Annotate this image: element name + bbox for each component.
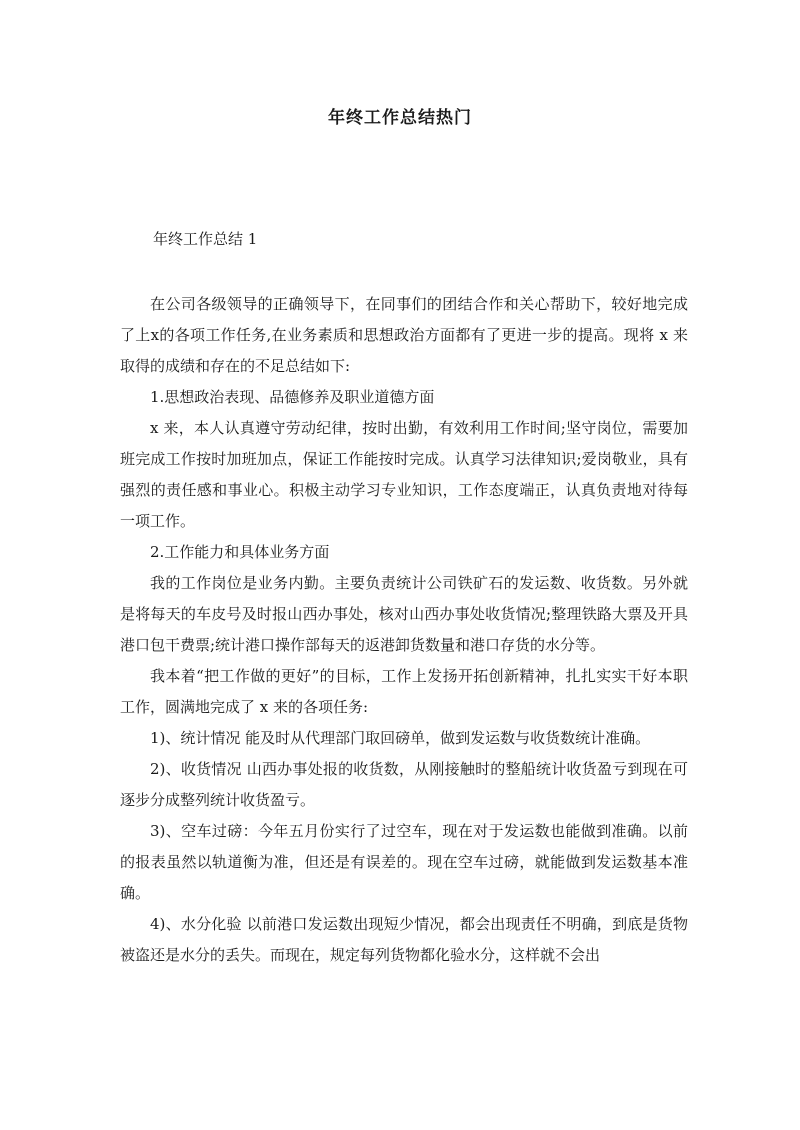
paragraph-item-2: 2)、收货情况 山西办事处报的收货数，从刚接触时的整船统计收货盈亏到现在可逐步分成整列统计收货盈亏。 <box>120 760 688 809</box>
paragraph-heading-1: 1.思想政治表现、品德修养及职业道德方面 <box>150 388 435 406</box>
paragraph-job-duties: 我的工作岗位是业务内勤。主要负责统计公司铁矿石的发运数、收货数。另外就是将每天的车皮号及时报山西办事处，核对山西办事处收货情况;整理铁路大票及开具港口包干费票;统计港口操作部每天的返港卸货数量和港口存货的水分等。 <box>120 574 688 654</box>
paragraph-intro: 在公司各级领导的正确领导下，在同事们的团结合作和关心帮助下，较好地完成了上x的各项工作任务,在业务素质和思想政治方面都有了更进一步的提高。现将 x 来取得的成绩和存在的不足总结如下: <box>120 295 688 375</box>
paragraph-item-4: 4)、水分化验 以前港口发运数出现短少情况，都会出现责任不明确，到底是货物被盗还是水分的丢失。而现在，规定每列货物都化验水分，这样就不会出 <box>120 915 688 964</box>
paragraph-heading-2: 2.工作能力和具体业务方面 <box>150 543 330 561</box>
paragraph-goal: 我本着“把工作做的更好”的目标，工作上发扬开拓创新精神，扎扎实实干好本职工作，圆满地完成了 x 来的各项任务: <box>120 667 688 716</box>
paragraph-item-1: 1)、统计情况 能及时从代理部门取回磅单，做到发运数与收货数统计准确。 <box>150 729 651 747</box>
paragraph-political: x 来，本人认真遵守劳动纪律，按时出勤，有效利用工作时间;坚守岗位，需要加班完成工作按时加班加点，保证工作能按时完成。认真学习法律知识;爱岗敬业，具有强烈的责任感和事业心。积极主动学习专业知识，工作态度端正，认真负责地对待每一项工作。 <box>120 419 688 530</box>
document-body <box>120 289 688 971</box>
section-heading: 年终工作总结 1 <box>153 230 258 248</box>
paragraph-item-3: 3)、空车过磅：今年五月份实行了过空车，现在对于发运数也能做到准确。以前的报表虽然以轨道衡为准，但还是有误差的。现在空车过磅，就能做到发运数基本准确。 <box>120 822 688 902</box>
document-title: 年终工作总结热门 <box>328 108 472 128</box>
